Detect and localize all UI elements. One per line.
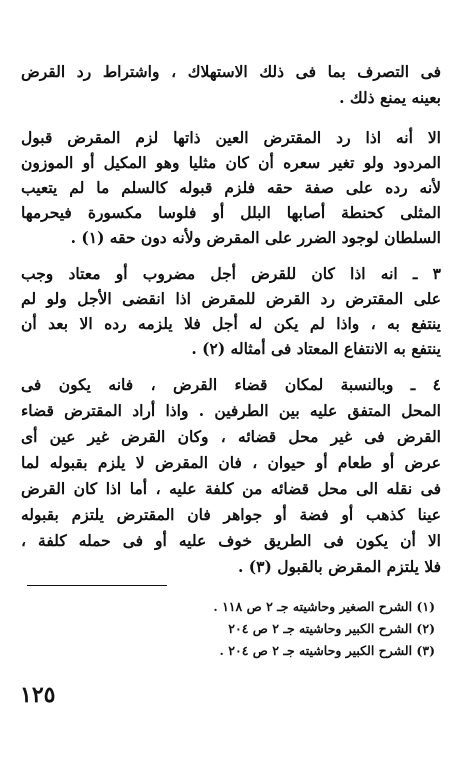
paragraph-2-line-5: السلطان لوجود الضرر على المقرض ولأنه دون حقه (١) . (70, 228, 441, 247)
paragraph-1-line-2: بعينه يمنع ذلك . (339, 88, 441, 107)
paragraph-4-line-3: القرض فى غير محل قضائه ، وكان القرض غير عين أى (21, 427, 441, 446)
footnote-1: (١) الشرح الصغير وحاشيته جـ ٢ ص ١١٨ . (213, 599, 435, 614)
paragraph-2-line-2: المردود ولو تغير سعره أن كان مثليا وهو المكيل أو الموزون (21, 153, 441, 172)
paragraph-4-line-2: المحل المتفق عليه بين الطرفين . واذا أراد المقترض قضاء (21, 401, 441, 420)
page-number: ١٢٥ (20, 682, 56, 708)
paragraph-3-line-4: ينتفع به الانتفاع المعتاد فى أمثاله (٢) . (191, 339, 441, 358)
paragraph-3-line-2: على المقترض رد القرض للمقرض اذا انقضى الأجل ولو لم (21, 289, 441, 308)
footnote-separator (27, 585, 167, 586)
paragraph-2-line-4: المثلى كحنطة أصابها البلل أو فلوسا مكسورة فيحرمها (21, 203, 441, 222)
paragraph-1-line-1: فى التصرف بما فى ذلك الاستهلاك ، واشتراط رد القرض (21, 62, 441, 81)
paragraph-4-line-8: فلا يلتزم المقرض بالقبول (٣) . (238, 557, 441, 576)
paragraph-2-line-3: لأنه رده على صفة حقه فلزم قبوله كالسلم ما لم يتعيب (21, 178, 441, 197)
paragraph-2-line-1: الا أنه اذا رد المقترض العين ذاتها لزم المقرض قبول (21, 128, 441, 147)
paragraph-3-line-1: ٣ ـ انه اذا كان للقرض أجل مضروب أو معتاد وجب (21, 264, 441, 283)
paragraph-4-line-4: عرض أو طعام أو حيوان ، فان المقرض لا يلزم بقبوله لما (21, 453, 441, 472)
paragraph-4-line-6: عينا كذهب أو فضة أو جواهر فان المقترض يلتزم بقبوله (21, 505, 441, 524)
paragraph-3-line-3: ينتفع به ، واذا لم يكن له أجل فلا يلزمه رده الا بعد أن (21, 314, 441, 333)
footnote-2: (٢) الشرح الكبير وحاشيته جـ ٢ ص ٢٠٤ (228, 621, 435, 636)
paragraph-4-line-5: فى نقله الى محل قضائه من كلفة عليه ، أما اذا كان القرض (21, 479, 441, 498)
footnote-3: (٣) الشرح الكبير وحاشيته جـ ٢ ص ٢٠٤ . (219, 643, 435, 658)
paragraph-4-line-7: الا أن يكون فى الطريق خوف عليه أو فى حمله كلفة ، (21, 531, 441, 550)
paragraph-4-line-1: ٤ ـ وبالنسبة لمكان قضاء القرض ، فانه يكون فى (21, 375, 441, 394)
